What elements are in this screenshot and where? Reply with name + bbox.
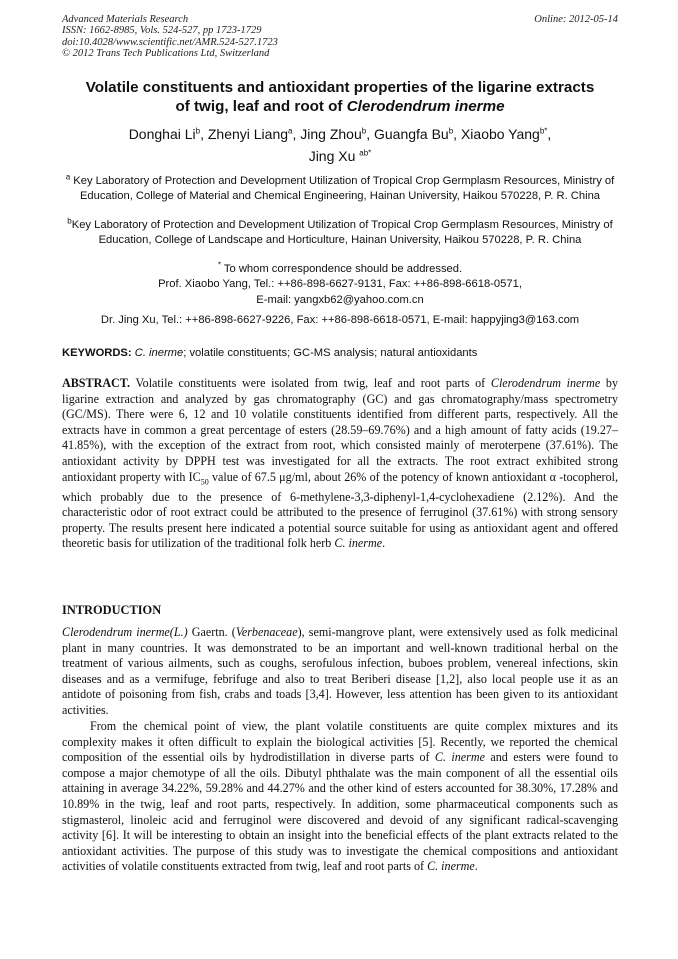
affiliation-a-mark: a	[65, 172, 71, 182]
online-date: Online: 2012-05-14	[534, 14, 618, 25]
author: Donghai Li$^b$,	[128, 126, 208, 142]
author: Zhenyi Liang$^a$,	[207, 126, 301, 142]
issn-line: ISSN: 1662-8985, Vols. 524-527, pp 1723-1729	[62, 25, 262, 37]
journal-header	[62, 14, 618, 60]
affiliation-b-mark: b	[67, 216, 72, 226]
section-heading-introduction: INTRODUCTION	[62, 603, 162, 617]
introduction-paragraph-1: Clerodendrum inerme(L.) Gaertn. (Verbenaceae), semi-mangrove plant, were extensively used as folk medicinal plant in many countries. It was demonstrated to be an important and well-known traditional herbal on the treatment of various ailments, such as coughs, serofulous infection, buboes problem, venereal infections, skin diseases and as a vermifuge, febrifuge and also to treat Beriberi disease [1,2], also local people use it as an antidote of poisoning from fish, crabs and toads [3,4]. However, less attention has been given to its antioxidant activities.	[62, 625, 618, 717]
affiliation-b	[62, 218, 618, 249]
journal-name: Advanced Materials Research	[62, 14, 189, 25]
affiliation-a-text: Key Laboratory of Protection and Development Utilization of Tropical Crop Germplasm Resources, Ministry of Education, College of Material and Chemical Engineering, Hainan University, Haikou 570228, P. R. China	[73, 175, 615, 203]
paper-title	[62, 78, 618, 116]
abstract: ABSTRACT. Volatile constituents were isolated from twig, leaf and root parts of Clerodendrum inerme by ligarine extraction and analyzed by gas chromatography (GC) and gas chromatography/mass spectrometry (GC/MS). There were 6, 12 and 10 volatile constituents identified from different parts, respectively. All the extracts have in common a great percentage of esters (28.59–69.76%) and a high amount of fatty acids (19.27–41.85%), with the exception of the extract from root, which consisted mainly of meroterpene (37.61%). The antioxidant activity by DPPH test was investigated for all the extracts. The root extract exhibited strong antioxidant property with $IC_{50}$ value of 67.5 μg/ml, about 26% of the potency of known antioxidant α -tocopherol, which probably due to the presence of 6-methylene-3,3-diphenyl-1,4-cyclohexadiene (2.12%). And the characteristic odor of root extract could be attributed to the presence of ferruginol (37.61%) with strong sensory property. The results present here indicated a potential source suitable for using as antioxidant agent and offered theoretic basis for utilization of the traditional folk herb C. inerme.	[62, 376, 619, 551]
author: Xiaobo Yang$^{b*}$,	[460, 126, 552, 142]
introduction-paragraph-2: From the chemical point of view, the plant volatile constituents are quite complex mixtures and its complexity makes it often difficult to explain the biological activities [5]. Recently, we reported the chemical composition of the essential oils by hydrodistillation in diverse parts of C. inerme and esters were found to compose a major chemotype of all the oils. Dibutyl phthalate was the main component of all the essential oils attaining in average 34.22%, 59.28% and 44.27% and the other kind of esters accounted for 38.30%, 17.28% and 10.89% in the twig, leaf and root parts, respectively. In addition, some pharmaceutical components such as stigmasterol, linoleic acid and ferruginol were discovered and devoid of any significant radical-scavenging activity [6]. It will be interesting to obtain an insight into the beneficial effects of the plant extracts related to the antioxidant activities. The purpose of this study was to investigate the chemical compositions and antioxidant activities of volatile constituents extracted from twig, leaf and root parts of C. inerme.	[62, 719, 619, 874]
affiliation-b-text: Key Laboratory of Protection and Development Utilization of Tropical Crop Germplasm Resources, Ministry of Education, College of Landscape and Horticulture, Hainan University, Haikou 570228, P. R. China	[71, 219, 613, 247]
title-line-2	[62, 97, 618, 116]
correspondence-contact-1: Prof. Xiaobo Yang, Tel.: ++86-898-6627-9131, Fax: ++86-898-6618-0571,	[158, 278, 522, 291]
correspondence-contact-2: Dr. Jing Xu, Tel.: ++86-898-6627-9226, Fax: ++86-898-6618-0571, E-mail: happyjing3@163.com	[100, 314, 580, 326]
author: Jing Zhou$^b$,	[300, 126, 374, 142]
affiliation-a	[62, 174, 618, 205]
keywords-label: KEYWORDS:	[62, 347, 132, 359]
correspondence-block	[62, 262, 618, 308]
correspondence-note: * To whom correspondence should be addressed.	[217, 260, 463, 275]
abstract-label: ABSTRACT.	[62, 376, 130, 390]
copyright-line: © 2012 Trans Tech Publications Ltd, Switzerland	[62, 48, 270, 60]
keyword-species: C. inerme	[134, 347, 184, 359]
correspondence-email-1[interactable]: E-mail: yangxb62@yahoo.com.cn	[256, 293, 424, 306]
doi-line[interactable]: doi:10.4028/www.scientific.net/AMR.524-527.1723	[62, 36, 278, 48]
title-line-2-text: of twig, leaf and root of	[175, 98, 347, 115]
keywords-list: ; volatile constituents; GC-MS analysis; natural antioxidants	[183, 347, 478, 359]
author: Jing Xu $^{ab*}$	[308, 148, 372, 164]
keywords	[62, 346, 618, 361]
title-species: Clerodendrum inerme	[346, 98, 505, 115]
author-list	[62, 123, 618, 167]
author: Guangfa Bu$^b$,	[373, 126, 461, 142]
title-line-1: Volatile constituents and antioxidant properties of the ligarine extracts	[85, 79, 595, 96]
